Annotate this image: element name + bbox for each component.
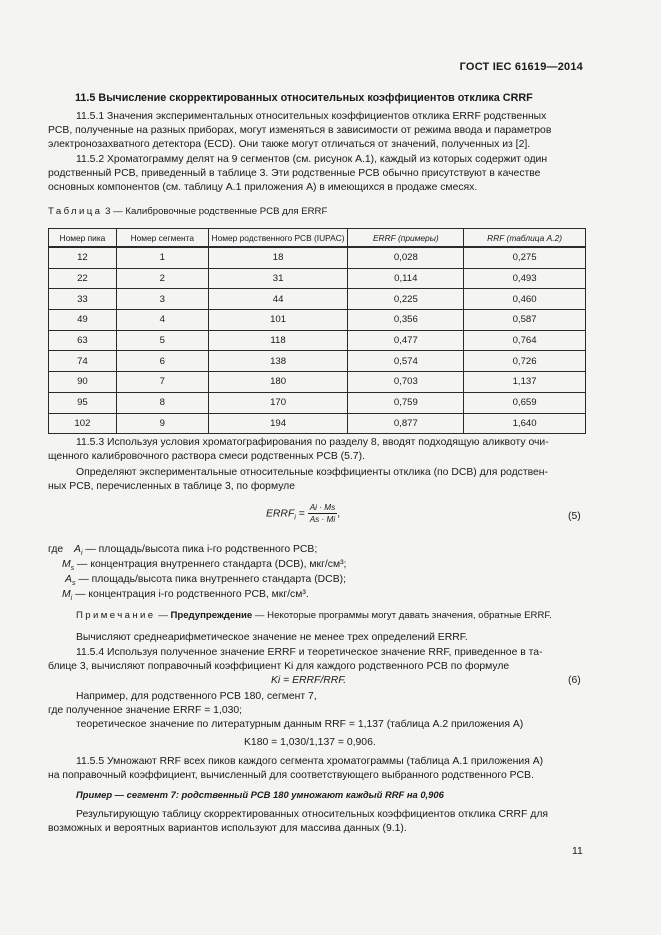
example-calculation: K180 = 1,030/1,137 = 0,906. [244,737,376,748]
table-row [49,268,586,289]
paragraph-11-5-3 [48,436,586,464]
table-caption [48,206,327,217]
table-cell: 0,659 [464,392,586,413]
table-cell: 0,275 [464,247,586,268]
example-line-2: где полученное значение ERRF = 1,030; [48,705,243,716]
table-cell: 0,493 [464,268,586,289]
table-cell: 170 [208,392,348,413]
table-cell: 7 [116,372,208,393]
symbol-sub: i [80,550,83,558]
table-cell: 138 [208,351,348,372]
note-label: Примечание [76,610,156,621]
table-cell: 22 [49,268,117,289]
definition-text: концентрация внутреннего стандарта (DCB), мкг/см³; [90,559,347,570]
definition-text: площадь/высота пика i-го родственного PCB; [98,544,318,555]
table-header-row [49,229,586,248]
table-cell: 95 [49,392,117,413]
table-cell: 194 [208,413,348,434]
text-line: 11.5.2 Хроматограмму делят на 9 сегментов (см. рисунок А.1), каждый из которых содержит один [76,154,548,165]
definition-text: площадь/высота пика внутреннего стандарта (DCB); [91,574,346,585]
table-cell: 0,764 [464,330,586,351]
where-label: где [48,544,64,555]
table-caption-label: Таблица [48,206,103,217]
text-line: щенного калибровочного раствора смеси родственных PCB (5.7). [48,451,365,463]
table-cell: 33 [49,289,117,310]
table-cell: 4 [116,310,208,331]
table-cell: 9 [116,413,208,434]
table-row [49,289,586,310]
formula-fraction [308,503,337,524]
table-cell: 5 [116,330,208,351]
table-cell: 8 [116,392,208,413]
table-cell: 18 [208,247,348,268]
text-line: 11.5.5 Умножают RRF всех пиков каждого сегмента хроматограммы (таблица А.1 приложения А) [76,756,544,767]
text-line: 11.5.1 Значения экспериментальных относительных коэффициентов отклика ERRF родственных [76,111,547,122]
formula-lhs: ERRF [266,508,295,520]
equation-number-6: (6) [568,675,581,686]
table-cell: 101 [208,310,348,331]
text-line: Определяют экспериментальные относительные коэффициенты отклика (по DCB) для родствен- [76,467,548,478]
definition-row: $M_i$ — концентрация i-го родственного PCB, мкг/см³. [62,589,309,603]
symbol-sub: s [71,580,76,588]
example-bold: Пример — сегмент 7: родственный PCB 180 умножают каждый RRF на 0,906 [76,789,444,800]
table-row [49,330,586,351]
symbol: A [65,574,72,585]
symbol: M [62,589,71,600]
table-cell: 0,703 [348,372,464,393]
table-cell: 118 [208,330,348,351]
table-row [49,392,586,413]
page-number: 11 [572,846,583,857]
col-header-errf: ERRF (примеры) [348,229,464,248]
text-line: электронозахватного детектора (ECD). Они также могут отличаться от значений, полученных из [2]. [48,139,531,151]
table-row [49,413,586,434]
formula-numerator: Ai · Ms [309,503,336,512]
standard-header: ГОСТ IEC 61619—2014 [459,61,583,73]
table-cell: 44 [208,289,348,310]
definition-row: $M_s$ — концентрация внутреннего стандарта (DCB), мкг/см³; [62,559,347,573]
table-cell: 1,640 [464,413,586,434]
note-text: — Некоторые программы могут давать значения, обратные ERRF. [254,610,552,621]
formula-6: Ki = ERRF/RRF. [271,675,347,686]
formula-5: $ERRF_i$ = $\frac{Ai \cdot Ms}{As \cdot Mi}$ , [266,503,341,524]
table-caption-text: 3 — Калибровочные родственные PCB для ERRF [105,206,328,217]
table-cell: 0,460 [464,289,586,310]
symbol: A [74,544,81,555]
table-cell: 2 [116,268,208,289]
definition-row: $A_s$ — площадь/высота пика внутреннего стандарта (DCB); [65,574,346,588]
definition-row: $A_i$ — площадь/высота пика i-го родственного PCB; [74,544,318,558]
table-row [49,351,586,372]
symbol: M [62,559,71,570]
table-cell: 1,137 [464,372,586,393]
text-line: основных компонентов (см. таблицу А.1 приложения А) в имеющихся в продаже смесях. [48,182,478,194]
paragraph-11-5-2 [48,153,586,196]
table-cell: 0,356 [348,310,464,331]
text-line: ных PCB, перечисленных в таблице 3, по формуле [48,481,296,493]
paragraph-11-5-5 [48,755,586,783]
text-line: PCB, полученные на разных приборах, могут изменяться в зависимости от режима ввода и параметров [48,125,552,137]
formula-lhs-sub: i [294,514,296,522]
table-cell: 0,587 [464,310,586,331]
note-warning: Предупреждение [170,610,253,621]
paragraph-average: Вычисляют среднеарифметическое значение не менее трех определений ERRF. [76,632,468,643]
table-cell: 0,574 [348,351,464,372]
table-cell: 1 [116,247,208,268]
equation-number-5: (5) [568,511,581,522]
table-cell: 0,477 [348,330,464,351]
table-cell: 3 [116,289,208,310]
text-line: Результирующую таблицу скорректированных относительных коэффициентов отклика CRRF для [76,809,549,820]
note: Примечание — Предупреждение — Некоторые программы могут давать значения, обратные ERRF. [76,610,552,621]
table-cell: 102 [49,413,117,434]
table-cell: 49 [49,310,117,331]
col-header-segment: Номер сегмента [116,229,208,248]
text-line: на поправочный коэффициент, вычисленный для соответствующего выбранного родственного PCB. [48,770,534,782]
text-line: родственный PCB, приведенный в таблице 3. Эти родственные PCB обычно присутствуют в качестве [48,168,541,180]
col-header-congener: Номер родственного PCB (IUPAC) [208,229,348,248]
table-cell: 90 [49,372,117,393]
section-title: 11.5 Вычисление скорректированных относительных коэффициентов отклика CRRF [75,92,533,104]
calibration-table [48,228,586,434]
paragraph-11-5-1 [48,110,586,153]
formula-denominator: As · Mi [309,515,336,524]
table-row [49,247,586,268]
table-cell: 0,028 [348,247,464,268]
table-cell: 74 [49,351,117,372]
table-cell: 0,726 [464,351,586,372]
table-cell: 0,225 [348,289,464,310]
text-line: блице 3, вычисляют поправочный коэффициент Ki для каждого родственного PCB по формуле [48,661,510,673]
text-line: 11.5.4 Используя полученное значение ERRF и теоретическое значение RRF, приведенное в та- [76,647,543,658]
table-cell: 12 [49,247,117,268]
definition-text: концентрация i-го родственного PCB, мкг/см³. [88,589,309,600]
table-cell: 31 [208,268,348,289]
table-cell: 0,877 [348,413,464,434]
table-row [49,310,586,331]
table-cell: 63 [49,330,117,351]
example-line-1: Например, для родственного PCB 180, сегмент 7, [76,691,317,702]
col-header-rrf: RRF (таблица А.2) [464,229,586,248]
table-cell: 180 [208,372,348,393]
symbol-sub: s [70,565,75,573]
paragraph-11-5-4 [48,646,586,674]
example-line-3: теоретическое значение по литературным данным RRF = 1,137 (таблица А.2 приложения А) [76,719,524,730]
variable-definitions [48,543,586,605]
text-line: 11.5.3 Используя условия хроматографирования по разделу 8, вводят подходящую аликвоту очи- [76,437,549,448]
table-cell: 6 [116,351,208,372]
paragraph-result [48,808,586,836]
table-row [49,372,586,393]
text-line: возможных и вероятных вариантов используют для массива данных (9.1). [48,823,407,835]
paragraph-determine [48,466,586,494]
col-header-peak: Номер пика [49,229,117,248]
table-cell: 0,759 [348,392,464,413]
table-cell: 0,114 [348,268,464,289]
symbol-sub: i [70,595,73,603]
